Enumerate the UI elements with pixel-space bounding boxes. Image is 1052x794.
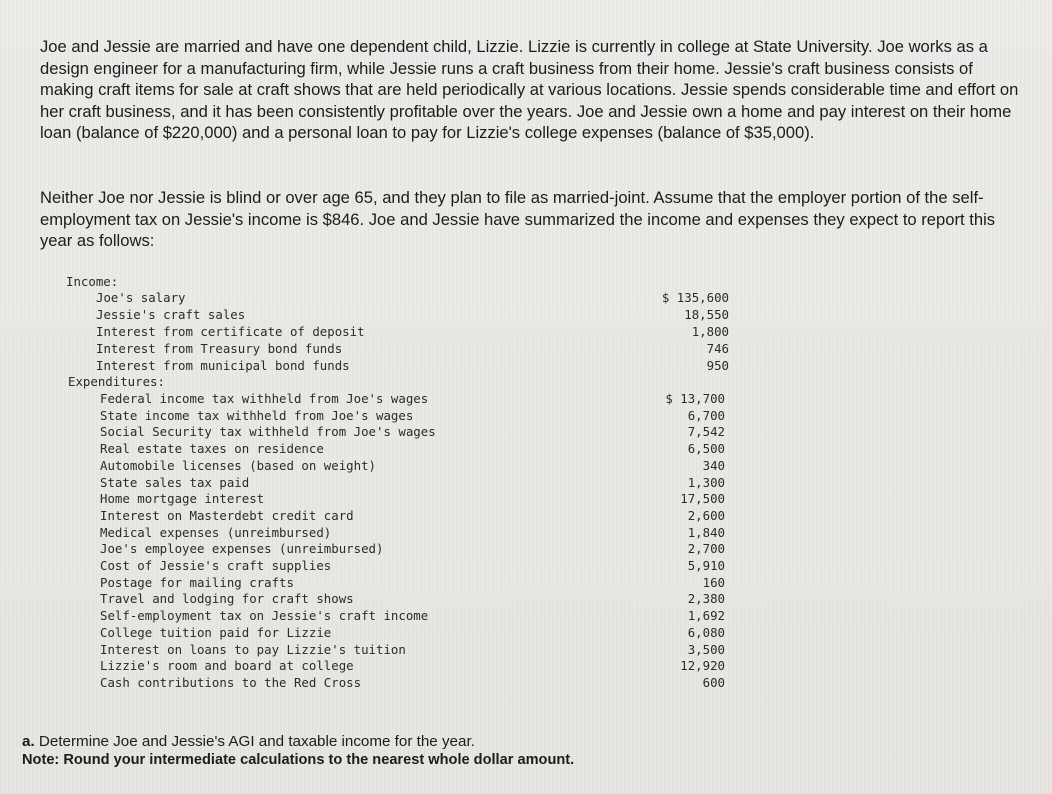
income-value: 950 bbox=[706, 358, 729, 373]
expenditures-label: Cash contributions to the Red Cross bbox=[100, 674, 362, 690]
expenditures-label: Travel and lodging for craft shows bbox=[100, 591, 354, 607]
table-row bbox=[0, 625, 1052, 642]
expenditures-value: 6,500 bbox=[687, 441, 725, 457]
expenditures-label: Cost of Jessie's craft supplies bbox=[100, 558, 332, 573]
table-row bbox=[0, 675, 1052, 692]
table-row bbox=[0, 408, 1052, 425]
expenditures-value: 3,500 bbox=[687, 641, 725, 657]
expenditures-value: 1,840 bbox=[687, 524, 725, 540]
rounding-note: Note: Round your intermediate calculations to the nearest whole dollar amount. bbox=[22, 752, 575, 768]
table-row bbox=[0, 642, 1052, 659]
expenditures-value: 1,692 bbox=[687, 608, 725, 624]
expenditures-value: 600 bbox=[702, 674, 725, 690]
expenditures-value: 5,910 bbox=[687, 558, 725, 573]
expenditures-value: 2,700 bbox=[687, 541, 725, 557]
expenditures-label: Interest on loans to pay Lizzie's tuition bbox=[100, 641, 406, 657]
table-row bbox=[0, 491, 1052, 508]
expenditures-value: 2,600 bbox=[687, 507, 725, 523]
scenario-paragraph: Joe and Jessie are married and have one dependent child, Lizzie. Lizzie is currently in college at State University. Joe works as a design engineer for a manufacturing firm, while Jessie runs a craft business from their home. Jessie's craft business consists of making craft items for sale at craft shows that are held periodically at various locations. Jessie spends considerable time and effort on her craft business, and it has been consistently profitable over the years. Joe and Jessie own a home and pay interest on their home loan (balance of $220,000) and a personal loan to pay for Lizzie's college expenses (balance of $35,000). bbox=[40, 37, 1019, 142]
question-a bbox=[22, 733, 475, 750]
expenditures-value: 1,300 bbox=[687, 474, 725, 490]
table-row bbox=[0, 458, 1052, 475]
expenditures-label: Real estate taxes on residence bbox=[100, 441, 324, 457]
expenditures-value: $ 13,700 bbox=[665, 391, 725, 406]
table-row bbox=[0, 441, 1052, 458]
expenditures-label: Medical expenses (unreimbursed) bbox=[100, 524, 332, 540]
expenditures-value: 7,542 bbox=[687, 424, 725, 440]
table-row bbox=[0, 525, 1052, 542]
question-bullet: a. bbox=[22, 733, 35, 750]
expenditures-value: 6,700 bbox=[687, 407, 725, 423]
expenditures-value: 2,380 bbox=[687, 591, 725, 607]
table-row bbox=[0, 575, 1052, 592]
table-row bbox=[0, 324, 1052, 341]
table-row bbox=[0, 307, 1052, 324]
table-row bbox=[0, 541, 1052, 558]
expenditures-label: State income tax withheld from Joe's wages bbox=[100, 407, 414, 423]
table-row bbox=[0, 558, 1052, 575]
income-label: Interest from certificate of deposit bbox=[96, 324, 365, 339]
expenditures-label: Interest on Masterdebt credit card bbox=[100, 507, 354, 523]
expenditures-label: Joe's employee expenses (unreimbursed) bbox=[100, 541, 384, 557]
assumptions-paragraph: Neither Joe nor Jessie is blind or over age 65, and they plan to file as married-joint. Assume that the employer portion of the self-employment tax on Jessie's income is $846. Joe and Jessie have summarized the income and expenses they expect to report this year as follows: bbox=[40, 188, 996, 250]
expenditures-value: 17,500 bbox=[680, 491, 725, 507]
income-value: 1,800 bbox=[691, 324, 729, 339]
table-row bbox=[0, 391, 1052, 408]
expenditures-label: Federal income tax withheld from Joe's wages bbox=[100, 391, 429, 406]
expenditures-value: 12,920 bbox=[680, 658, 725, 674]
expenditures-label: College tuition paid for Lizzie bbox=[100, 624, 332, 640]
expenditures-label: Automobile licenses (based on weight) bbox=[100, 457, 377, 473]
income-label: Jessie's craft sales bbox=[96, 307, 246, 322]
expenditures-label: State sales tax paid bbox=[100, 474, 250, 490]
expenditures-label: Self-employment tax on Jessie's craft income bbox=[100, 608, 429, 624]
income-heading: Income: bbox=[66, 274, 119, 289]
table-row bbox=[0, 608, 1052, 625]
income-value: 746 bbox=[706, 341, 729, 356]
table-row bbox=[0, 290, 1052, 307]
question-text: Determine Joe and Jessie's AGI and taxable income for the year. bbox=[38, 733, 475, 750]
table-row bbox=[0, 475, 1052, 492]
expenditures-label: Social Security tax withheld from Joe's wages bbox=[100, 424, 436, 440]
expenditures-value: 340 bbox=[702, 457, 725, 473]
table-row bbox=[0, 341, 1052, 358]
income-value: $ 135,600 bbox=[661, 290, 729, 305]
income-label: Interest from municipal bond funds bbox=[96, 358, 350, 373]
expenditures-label: Home mortgage interest bbox=[100, 491, 265, 507]
table-row bbox=[0, 591, 1052, 608]
income-label: Interest from Treasury bond funds bbox=[96, 341, 343, 356]
expenditures-value: 6,080 bbox=[687, 624, 725, 640]
table-row bbox=[0, 358, 1052, 375]
expenditures-heading: Expenditures: bbox=[68, 374, 165, 389]
expenditures-label: Postage for mailing crafts bbox=[100, 574, 294, 590]
table-row bbox=[0, 424, 1052, 441]
table-row bbox=[0, 508, 1052, 525]
income-value: 18,550 bbox=[684, 307, 729, 322]
table-row bbox=[0, 658, 1052, 675]
expenditures-label: Lizzie's room and board at college bbox=[100, 658, 354, 674]
expenditures-value: 160 bbox=[702, 574, 725, 590]
income-label: Joe's salary bbox=[96, 290, 186, 305]
